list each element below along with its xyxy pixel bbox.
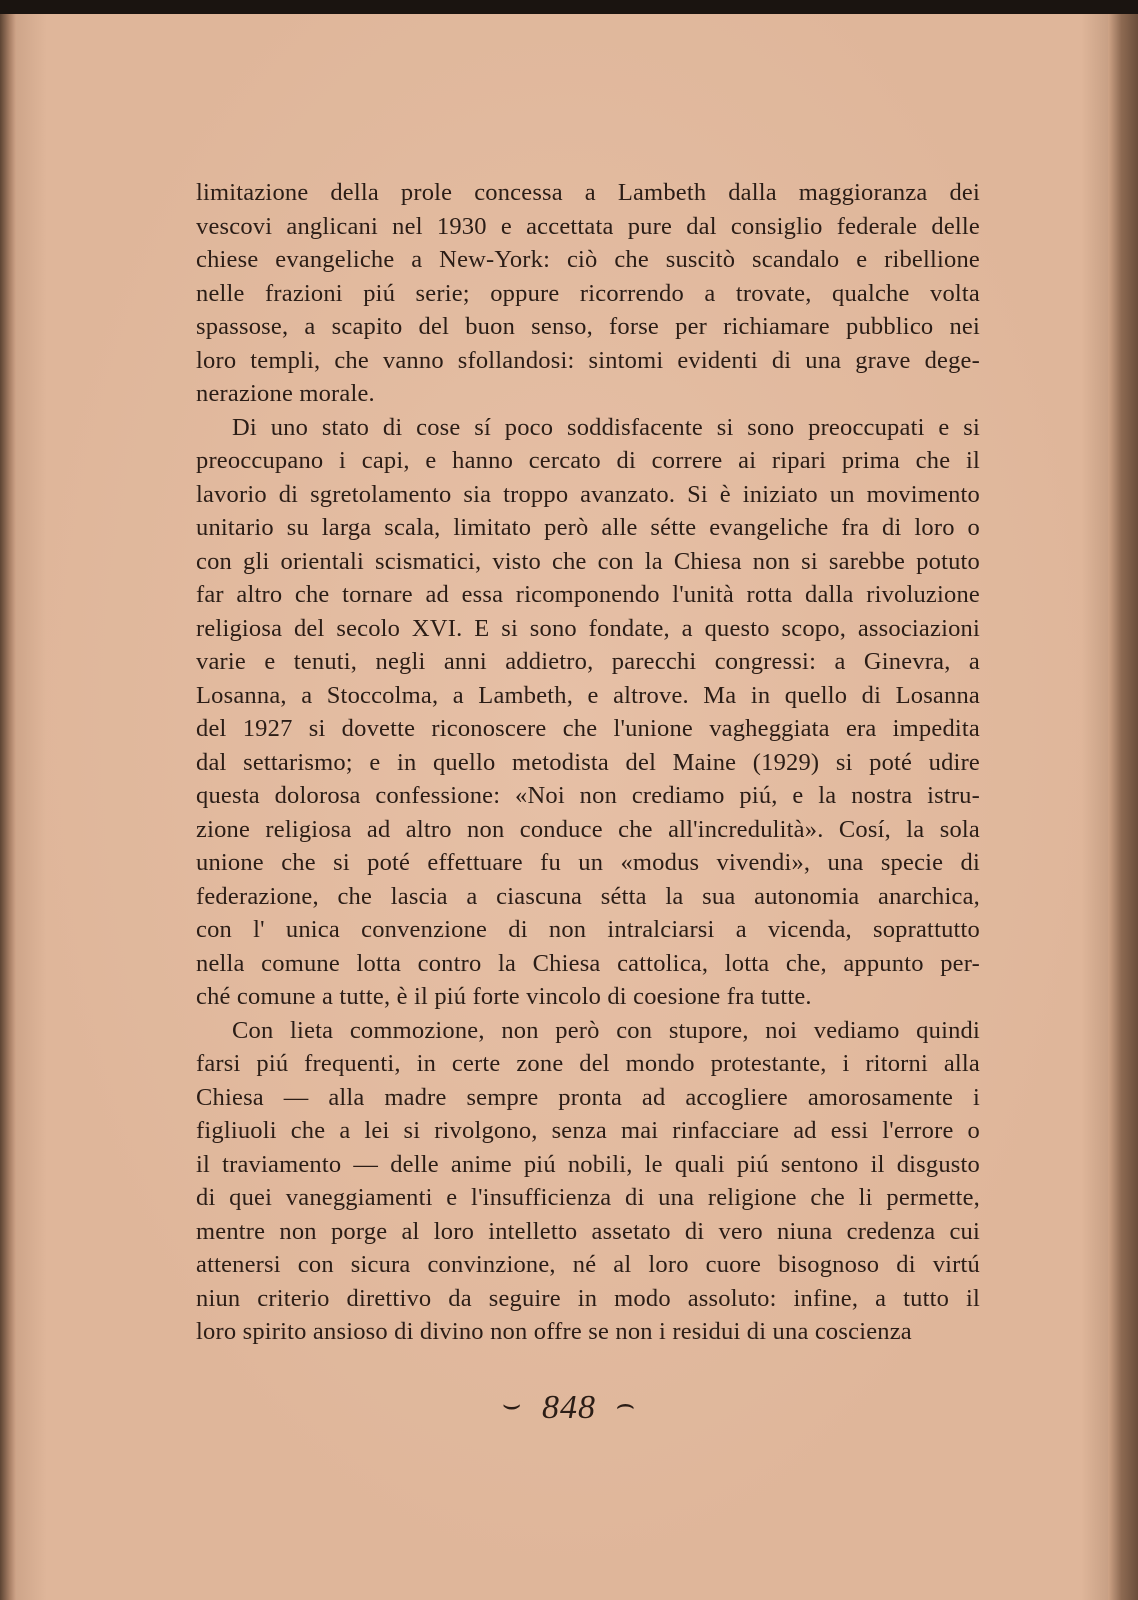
- scan-top-border: [0, 0, 1138, 14]
- page-number-footer: [0, 1388, 1138, 1427]
- text-line: Con lieta commozione, non però con stupore, noi vediamo quindi: [232, 1016, 980, 1044]
- page-number: 848: [542, 1389, 596, 1426]
- binding-shadow: [0, 0, 16, 1600]
- left-ornament: ⌣: [501, 1388, 523, 1421]
- body-text: [196, 176, 980, 1349]
- text-line: con gli orientali scismatici, visto che con la Chiesa non si sarebbe potuto: [196, 547, 980, 575]
- text-line: Chiesa — alla madre sempre pronta ad accogliere amorosamente i: [196, 1083, 980, 1111]
- text-line: del 1927 si dovette riconoscere che l'unione vagheggiata era impedita: [196, 715, 980, 742]
- text-line: unitario su larga scala, limitato però alle sétte evangeliche fra di loro o: [196, 514, 980, 541]
- text-line: figliuoli che a lei si rivolgono, senza mai rinfacciare ad essi l'errore o: [196, 1117, 980, 1144]
- text-line: loro spirito ansioso di divino non offre se non i residui di una coscienza: [196, 1318, 912, 1345]
- text-line: con l' unica convenzione di non intralciarsi a vicenda, soprattutto: [196, 916, 980, 943]
- text-line: varie e tenuti, negli anni addietro, parecchi congressi: a Ginevra, a: [196, 648, 980, 675]
- text-line: spassose, a scapito del buon senso, forse per richiamare pubblico nei: [196, 313, 980, 340]
- paragraph: [196, 1014, 980, 1349]
- text-line: mentre non porge al loro intelletto assetato di vero niuna credenza cui: [196, 1217, 980, 1245]
- text-line: limitazione della prole concessa a Lambeth dalla maggioranza dei: [196, 179, 980, 206]
- paragraph: [196, 411, 980, 1014]
- text-line: preoccupano i capi, e hanno cercato di correre ai ripari prima che il: [196, 447, 980, 474]
- text-line: il traviamento — delle anime piú nobili, le quali piú sentono il disgusto: [196, 1150, 980, 1178]
- text-line: questa dolorosa confessione: «Noi non crediamo piú, e la nostra istru-: [196, 782, 980, 809]
- text-line: federazione, che lascia a ciascuna sétta la sua autonomia anarchica,: [196, 882, 980, 910]
- text-line: far altro che tornare ad essa ricomponendo l'unità rotta dalla rivoluzione: [196, 581, 980, 608]
- text-line: attenersi con sicura convinzione, né al loro cuore bisognoso di virtú: [196, 1251, 980, 1278]
- page-edge-right: [1108, 0, 1138, 1600]
- text-line: zione religiosa ad altro non conduce che all'incredulità». Cosí, la sola: [196, 815, 980, 843]
- text-line: loro templi, che vanno sfollandosi: sintomi evidenti di una grave dege-: [196, 346, 980, 374]
- text-line: nella comune lotta contro la Chiesa cattolica, lotta che, appunto per-: [196, 949, 980, 977]
- text-line: niun criterio direttivo da seguire in modo assoluto: infine, a tutto il: [196, 1284, 980, 1312]
- text-line: vescovi anglicani nel 1930 e accettata pure dal consiglio federale delle: [196, 212, 980, 240]
- paragraph: [196, 176, 980, 411]
- text-line: unione che si poté effettuare fu un «modus vivendi», una specie di: [196, 849, 980, 876]
- text-line: Losanna, a Stoccolma, a Lambeth, e altrove. Ma in quello di Losanna: [196, 681, 980, 709]
- text-line: ché comune a tutte, è il piú forte vincolo di coesione fra tutte.: [196, 983, 812, 1010]
- text-line: religiosa del secolo XVI. E si sono fondate, a questo scopo, associazioni: [196, 614, 980, 642]
- text-line: di quei vaneggiamenti e l'insufficienza di una religione che li permette,: [196, 1184, 980, 1211]
- text-line: chiese evangeliche a New-York: ciò che suscitò scandalo e ribellione: [196, 246, 980, 273]
- right-ornament: ⌢: [615, 1388, 637, 1421]
- text-line: farsi piú frequenti, in certe zone del mondo protestante, i ritorni alla: [196, 1050, 980, 1077]
- text-line: nerazione morale.: [196, 380, 375, 407]
- text-line: dal settarismo; e in quello metodista del Maine (1929) si poté udire: [196, 748, 980, 776]
- text-line: lavorio di sgretolamento sia troppo avanzato. Si è iniziato un movimento: [196, 480, 980, 508]
- text-line: Di uno stato di cose sí poco soddisfacente si sono preoccupati e si: [232, 413, 980, 441]
- text-line: nelle frazioni piú serie; oppure ricorrendo a trovate, qualche volta: [196, 279, 980, 307]
